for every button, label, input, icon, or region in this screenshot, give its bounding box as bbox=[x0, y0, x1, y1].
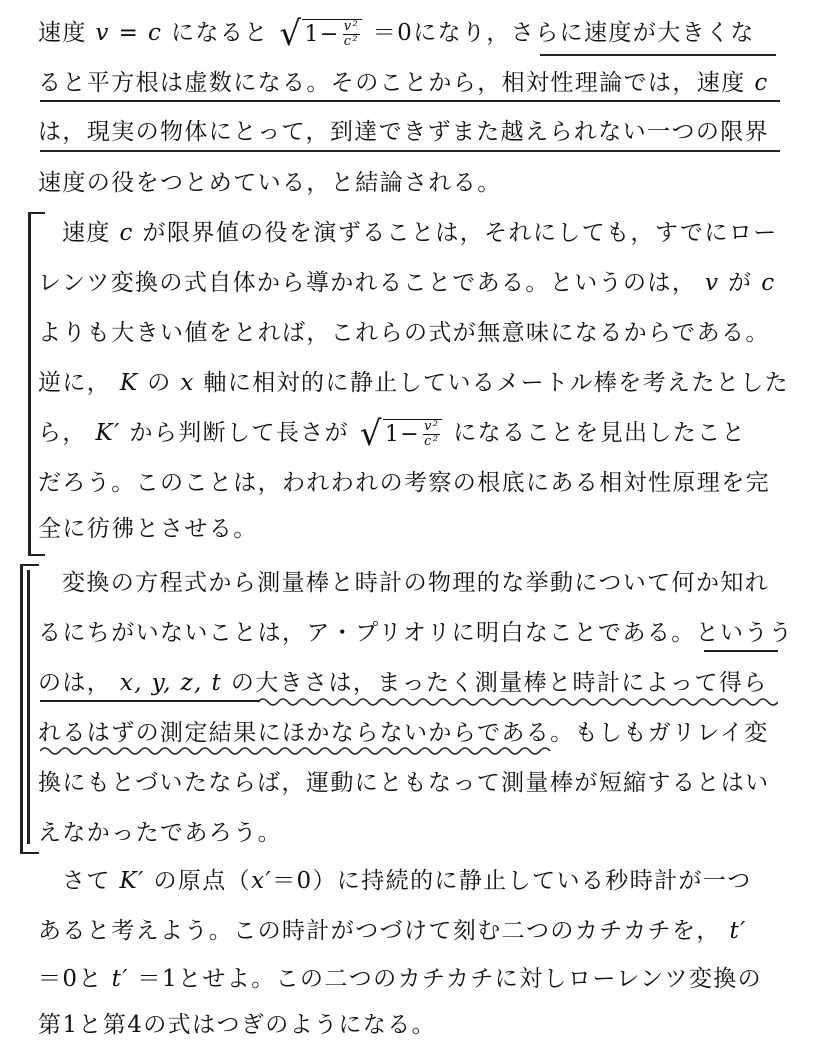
text: よりも大きい値をとれば，これらの式が無意味になるからである。 bbox=[38, 320, 770, 346]
text: から判断して長さが bbox=[129, 420, 350, 446]
p2-line5 bbox=[38, 414, 746, 455]
text: 速度 bbox=[62, 220, 111, 246]
text: えなかったであろう。 bbox=[38, 820, 282, 846]
text: ると平方根は虚数になる。そのことから，相対性理論では，速度 bbox=[38, 70, 746, 96]
fraction bbox=[343, 20, 360, 49]
text: になることを見出したこと bbox=[453, 420, 746, 446]
p1-line1 bbox=[38, 14, 755, 55]
text: のは， bbox=[38, 670, 112, 696]
text: が限界値の役を演ずることは，それにしても，すでにロー bbox=[142, 220, 778, 246]
var-k-prime: K′ bbox=[95, 420, 121, 446]
underline bbox=[540, 54, 776, 56]
text: の bbox=[147, 370, 172, 396]
radicand bbox=[383, 419, 443, 450]
equals: = bbox=[118, 20, 140, 46]
wavy-underline bbox=[258, 696, 778, 708]
margin-bracket-inner bbox=[27, 570, 40, 844]
p1-line2 bbox=[38, 68, 769, 98]
text: ＝0になり，さらに速度が大きくな bbox=[372, 20, 755, 46]
p1-line3 bbox=[38, 117, 769, 147]
var-t: t bbox=[211, 670, 223, 696]
underline bbox=[40, 150, 780, 152]
fraction bbox=[423, 420, 440, 449]
var-x-prime: x′ bbox=[251, 868, 273, 894]
p4-line2 bbox=[38, 916, 747, 946]
var-y: y, bbox=[151, 670, 172, 696]
p2-line1 bbox=[62, 218, 778, 248]
p2-line3 bbox=[38, 318, 770, 348]
text: あると考えよう。この時計がつづけて刻む二つのカチカチを， bbox=[38, 918, 721, 944]
text: だろう。このことは，われわれの考察の根底にある相対性原理を完 bbox=[38, 470, 770, 496]
var-x: x bbox=[180, 370, 195, 396]
radicand bbox=[302, 19, 362, 50]
underline bbox=[40, 700, 260, 702]
text: れるはずの測定結果にほかならないからである。もしもガリレイ変 bbox=[38, 720, 769, 746]
var-c: c bbox=[761, 270, 776, 296]
text: が bbox=[728, 270, 753, 296]
p3-line2 bbox=[38, 618, 793, 648]
text: 逆に， bbox=[38, 370, 112, 396]
one-minus: 1− bbox=[304, 21, 340, 47]
var-x: x, bbox=[119, 670, 144, 696]
wavy-underline bbox=[40, 745, 560, 757]
text: ら， bbox=[38, 420, 87, 446]
numerator: v² bbox=[343, 19, 360, 35]
var-c: c bbox=[148, 20, 163, 46]
underline bbox=[40, 100, 780, 102]
p2-line4 bbox=[38, 368, 789, 398]
p3-line3 bbox=[38, 668, 768, 698]
p2-line7 bbox=[38, 514, 258, 544]
text: ＝0と bbox=[38, 966, 103, 992]
denominator: c² bbox=[424, 434, 440, 450]
text: ＝0）に持続的に静止している秒時計が一つ bbox=[272, 868, 752, 894]
text: ＝1とせよ。この二つのカチカチに対しローレンツ変換の bbox=[137, 966, 763, 992]
var-v: v bbox=[95, 20, 110, 46]
var-c: c bbox=[754, 70, 769, 96]
numerator: v² bbox=[424, 419, 440, 435]
text: 速度 bbox=[38, 20, 87, 46]
p3-line4 bbox=[38, 718, 769, 748]
p3-line6 bbox=[38, 818, 282, 848]
p2-line6 bbox=[38, 468, 770, 498]
p4-line3 bbox=[38, 964, 762, 994]
text: レンツ変換の式自体から導かれることである。というのは， bbox=[38, 270, 697, 296]
var-t-prime: t′ bbox=[729, 918, 747, 944]
var-t-prime: t′ bbox=[111, 966, 129, 992]
var-z: z, bbox=[180, 670, 203, 696]
sqrt-expression bbox=[279, 14, 362, 55]
var-v: v bbox=[704, 270, 720, 296]
text: の原点（ bbox=[153, 868, 252, 894]
text: 軸に相対的に静止しているメートル棒を考えたとした bbox=[203, 370, 790, 396]
underline bbox=[704, 650, 778, 652]
p2-line2 bbox=[38, 268, 776, 298]
p4-line4 bbox=[38, 1010, 436, 1040]
text: になると bbox=[171, 20, 269, 46]
p4-line1 bbox=[62, 866, 752, 896]
sqrt-expression bbox=[359, 414, 443, 455]
radical-sign: √ bbox=[279, 14, 303, 55]
text: 全に彷彿とさせる。 bbox=[38, 516, 258, 542]
text: の大きさは，まったく測量棒と時計によって得ら bbox=[230, 670, 768, 696]
text: さて bbox=[62, 868, 111, 894]
var-c: c bbox=[119, 220, 134, 246]
text: 換にもとづいたならば，運動にともなって測量棒が短縮するとはい bbox=[38, 770, 770, 796]
radical-sign: √ bbox=[359, 414, 383, 455]
text: は，現実の物体にとって，到達できずまた越えられない一つの限界 bbox=[38, 119, 770, 145]
denominator: c² bbox=[343, 34, 360, 50]
text: 第1と第4の式はつぎのようになる。 bbox=[38, 1012, 437, 1038]
p1-line4 bbox=[38, 168, 502, 198]
one-minus: 1− bbox=[384, 421, 421, 447]
text: るにちがいないことは，ア・プリオリに明白なことである。というう bbox=[38, 620, 794, 646]
text: 変換の方程式から測量棒と時計の物理的な挙動について何か知れ bbox=[62, 570, 770, 596]
p3-line5 bbox=[38, 768, 770, 798]
p3-line1 bbox=[62, 568, 769, 598]
var-k: K bbox=[119, 370, 139, 396]
text: 速度の役をつとめている，と結論される。 bbox=[38, 170, 502, 196]
var-k-prime: K′ bbox=[119, 868, 145, 894]
